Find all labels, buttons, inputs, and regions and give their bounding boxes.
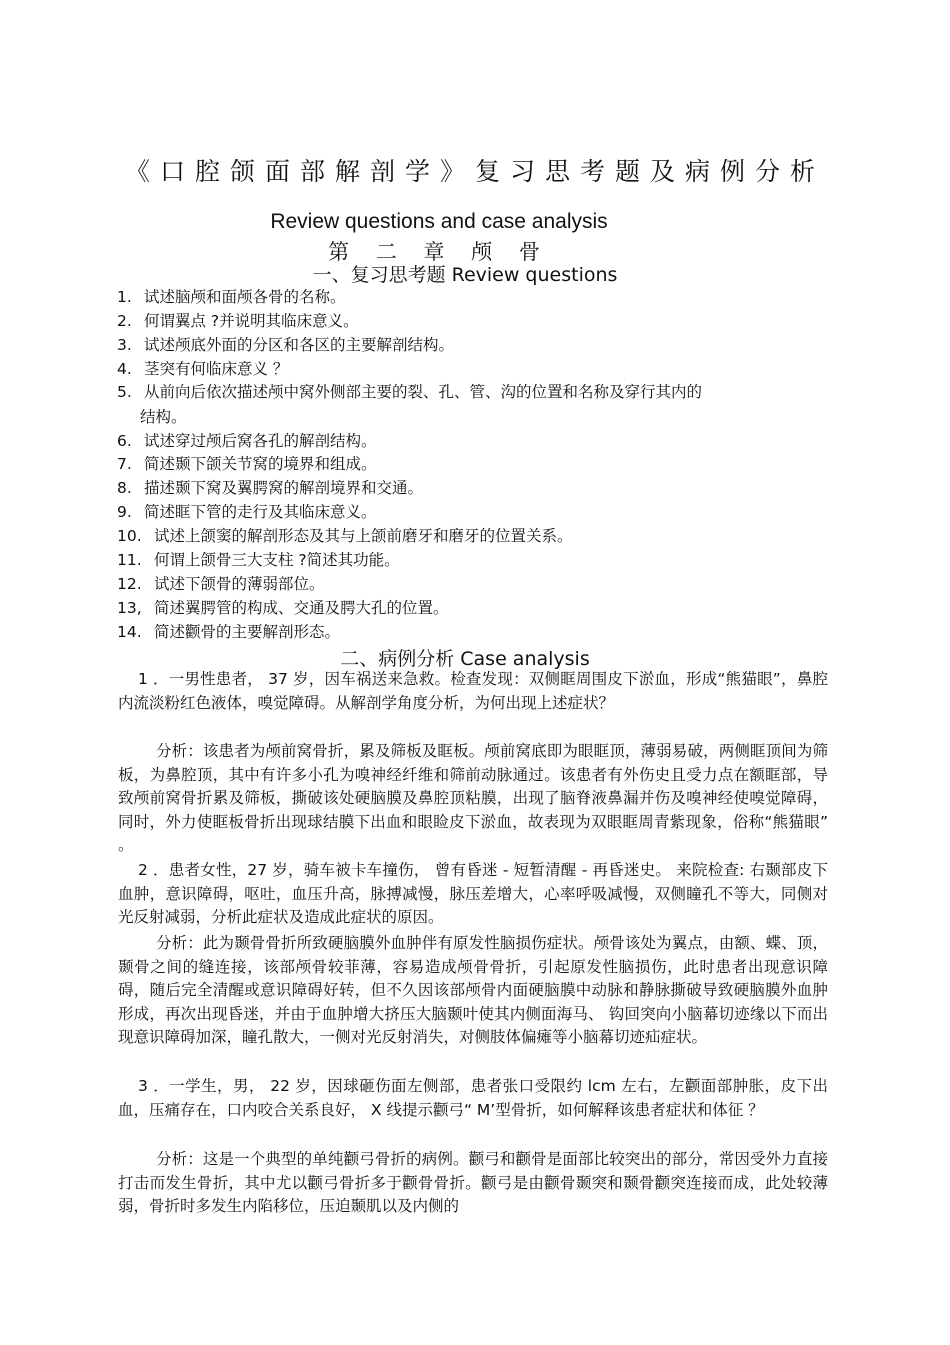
question-number: 12. [117,575,142,593]
english-subtitle: Review questions and case analysis [270,210,608,233]
question-number: 3. [117,336,132,354]
question-item [117,622,340,642]
question-item [117,574,325,594]
question-number: 14. [117,623,142,641]
question-text: 试述脑颅和面颅各骨的名称。 [144,288,346,306]
question-text: 试述上颌窦的解剖形态及其与上颌前磨牙和磨牙的位置关系。 [154,527,573,545]
question-item [117,382,702,402]
section-heading-cases: 二、病例分析 Case analysis [340,648,590,670]
question-number: 4. [117,360,132,378]
question-number: 8. [117,479,132,497]
page-title: 《口腔颌面部解剖学》复习思考题及病例分析 [124,157,825,186]
question-number: 5. [117,383,132,401]
question-text: 简述翼腭管的构成、交通及腭大孔的位置。 [154,599,449,617]
case-analysis: 分析：此为颞骨骨折所致硬脑膜外血肿伴有原发性脑损伤症状。颅骨该处为翼点，由额、蝶、顶，颞骨之间的缝连接，该部颅骨较菲薄，容易造成颅骨骨折，引起原发性脑损伤，此时患者出现意识障碍，随后完全清醒或意识障碍好转，但不久因该部颅骨内面硬脑膜中动脉和静脉撕破导致硬脑膜外血肿形成，再次出现昏迷，并由于血肿增大挤压大脑颞叶使其内侧面海马、 钩回突向小脑幕切迹缘以下而出现意识障碍加深，瞳孔散大，一侧对光反射消失，对侧肢体偏瘫等小脑幕切迹疝症状。 [118,934,828,1046]
question-number: 11. [117,551,142,569]
question-number: 9. [117,503,132,521]
question-text: 从前向后依次描述颅中窝外侧部主要的裂、孔、管、沟的位置和名称及穿行其内的 [144,383,703,401]
question-text: 试述下颌骨的薄弱部位。 [154,575,325,593]
question-item [117,478,423,498]
question-item [117,526,573,546]
question-item [117,431,377,451]
question-text: 茎突有何临床意义 ？ [144,360,289,378]
section-heading-review: 一、复习思考题 Review questions [312,264,618,286]
question-item [117,550,400,570]
question-number: 10. [117,527,142,545]
case-analysis: 分析：这是一个典型的单纯颧弓骨折的病例。颧弓和颧骨是面部比较突出的部分，常因受外力直接打击而发生骨折，其中尤以颧弓骨折多于颧骨骨折。颧弓是由颧骨颞突和颞骨颧突连接而成，此处较薄弱，骨折时多发生内陷移位，压迫颞肌以及内侧的 [118,1150,828,1215]
question-item [117,335,454,355]
question-text: 描述颞下窝及翼腭窝的解剖境界和交通。 [144,479,424,497]
chapter-heading: 第 二 章 颅 骨 [328,240,550,264]
question-number: 7. [117,455,132,473]
question-item [117,287,346,307]
question-number: 1. [117,288,132,306]
question-number: 2. [117,312,132,330]
question-item [117,454,377,474]
question-text: 简述眶下管的走行及其临床意义。 [144,503,377,521]
question-item [117,502,377,522]
question-text: 试述穿过颅后窝各孔的解剖结构。 [144,432,377,450]
question-text: 简述颞下颌关节窝的境界和组成。 [144,455,377,473]
case-description: 3 ．一学生，男， 22 岁，因球砸伤面左侧部，患者张口受限约 lcm 左右，左颧面部肿胀，皮下出血，压痛存在，口内咬合关系良好， X 线提示颧弓“ M’型骨折，如何解释该患者症状和体征 ？ [118,1077,828,1119]
question-text: 何谓上颌骨三大支柱 ?简述其功能。 [154,551,400,569]
case-analysis: 分析：该患者为颅前窝骨折，累及筛板及眶板。颅前窝底即为眼眶顶，薄弱易破，两侧眶顶间为筛板，为鼻腔顶，其中有许多小孔为嗅神经纤维和筛前动脉通过。该患者有外伤史且受力点在额眶部，导致颅前窝骨折累及筛板，撕破该处硬脑膜及鼻腔顶粘膜，出现了脑脊液鼻漏并伤及嗅神经使嗅觉障碍，同时，外力使眶板骨折出现球结膜下出血和眼睑皮下淤血，故表现为双眼眶周青紫现象，俗称“熊猫眼” 。 [118,742,828,854]
question-text: 简述颧骨的主要解剖形态。 [154,623,341,641]
question-item [117,311,359,331]
question-item [117,598,449,618]
question-number: 13, [117,599,142,617]
case-description: 2 ．患者女性，27 岁，骑车被卡车撞伤， 曾有昏迷 - 短暂清醒 - 再昏迷史。 来院检查: 右颞部皮下血肿，意识障碍，呕吐，血压升高，脉搏减慢，脉压差增大，心率呼吸减慢，双侧瞳孔不等大，同侧对光反射减弱，分析此症状及造成此症状的原因。 [118,861,828,926]
question-item [117,359,288,379]
question-number: 6. [117,432,132,450]
question-text: 何谓翼点 ?并说明其临床意义。 [144,312,359,330]
question-text: 试述颅底外面的分区和各区的主要解剖结构。 [144,336,455,354]
case-description: 1 ．一男性患者， 37 岁，因车祸送来急救。检查发现：双侧眶周围皮下淤血，形成“熊猫眼”，鼻腔内流淡粉红色液体，嗅觉障碍。从解剖学角度分析，为何出现上述症状？ [118,670,828,712]
question-continuation: 结构。 [140,408,187,426]
